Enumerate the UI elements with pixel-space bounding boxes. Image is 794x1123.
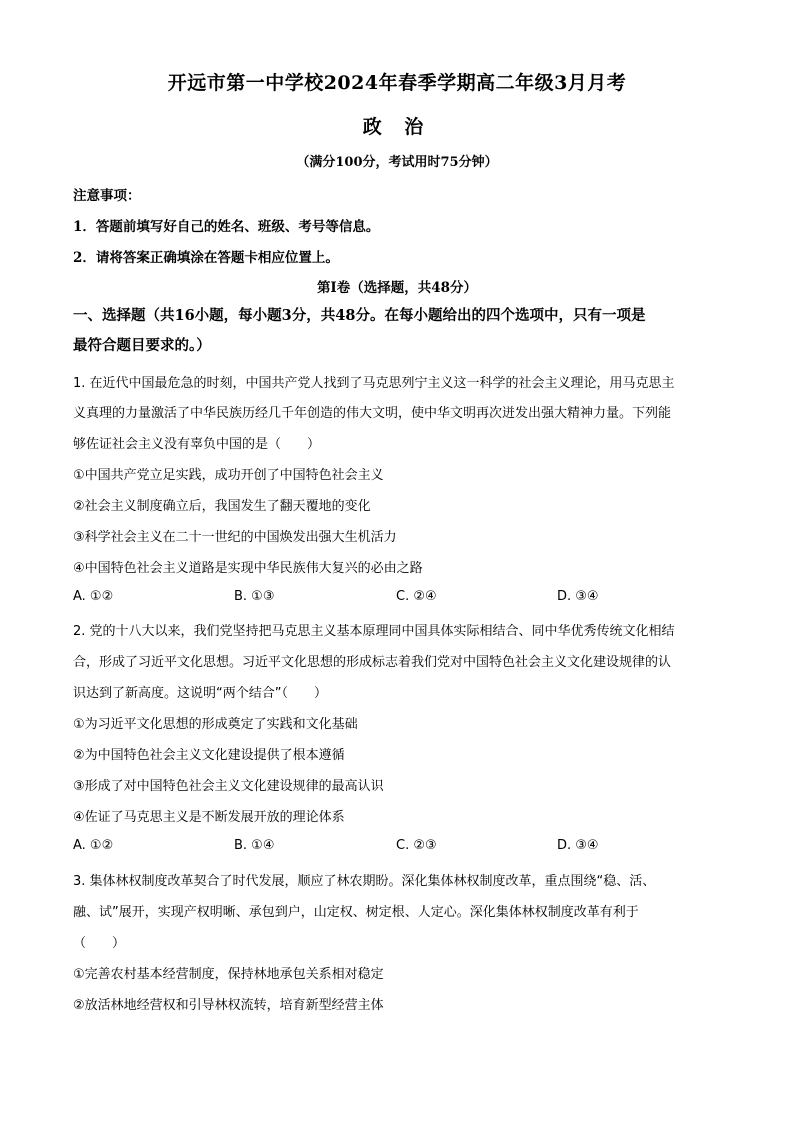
answer-option-a: A. ①② xyxy=(73,838,114,853)
part-title: 第I卷（选择题，共48分） xyxy=(316,280,478,296)
exam-note: （满分100分，考试用时75分钟） xyxy=(296,155,498,170)
answer-option-d: D. ③④ xyxy=(557,838,599,853)
statement: ③科学社会主义在二十一世纪的中国焕发出强大生机活力 xyxy=(73,530,397,545)
notice-item: 2．请将答案正确填涂在答题卡相应位置上。 xyxy=(73,250,339,266)
statement: ④中国特色社会主义道路是实现中华民族伟大复兴的必由之路 xyxy=(73,561,423,576)
statement: ②放活林地经营权和引导林权流转，培育新型经营主体 xyxy=(73,998,384,1013)
statement: ①完善农村基本经营制度，保持林地承包关系相对稳定 xyxy=(73,967,384,982)
exam-title: 开远市第一中学校2024年春季学期高二年级3月月考 xyxy=(167,72,627,94)
answer-option-c: C. ②③ xyxy=(396,838,437,853)
notice-heading: 注意事项： xyxy=(73,188,141,204)
section-title-line: 一、选择题（共16小题，每小题3分，共48分。在每小题给出的四个选项中，只有一项是 xyxy=(73,307,646,324)
statement: ③形成了对中国特色社会主义文化建设规律的最高认识 xyxy=(73,779,384,794)
answer-option-d: D. ③④ xyxy=(557,589,599,604)
statement: ④佐证了马克思主义是不断发展开放的理论体系 xyxy=(73,810,345,825)
question-text: （ ） xyxy=(73,936,126,951)
section-title xyxy=(73,301,723,361)
question-text: 2. 党的十八大以来，我们党坚持把马克思主义基本原理同中国具体实际相结合、同中华优秀传统文化相结 xyxy=(73,624,675,639)
notice-item: 1．答题前填写好自己的姓名、班级、考号等信息。 xyxy=(73,219,380,235)
subject-title: 政 治 xyxy=(362,116,432,138)
question-text: 融、试”展开，实现产权明晰、承包到户，山定权、树定根、人定心。深化集体林权制度改革有利于 xyxy=(73,905,639,920)
answer-option-a: A. ①② xyxy=(73,589,114,604)
statement: ①为习近平文化思想的形成奠定了实践和文化基础 xyxy=(73,717,358,732)
question-text: 义真理的力量激活了中华民族历经几千年创造的伟大文明，使中华文明再次迸发出强大精神力量。下列能 xyxy=(73,406,672,421)
question-text: 识达到了新高度。这说明“两个结合”（ ） xyxy=(73,686,327,701)
statement: ②社会主义制度确立后，我国发生了翻天覆地的变化 xyxy=(73,499,371,514)
statement: ②为中国特色社会主义文化建设提供了根本遵循 xyxy=(73,748,345,763)
answer-option-b: B. ①③ xyxy=(234,589,275,604)
statement: ①中国共产党立足实践，成功开创了中国特色社会主义 xyxy=(73,468,384,483)
answer-option-b: B. ①④ xyxy=(234,838,275,853)
question-text: 够佐证社会主义没有辜负中国的是（ ） xyxy=(73,437,321,452)
section-title-line: 最符合题目要求的。） xyxy=(73,337,211,354)
question-text: 1. 在近代中国最危急的时刻，中国共产党人找到了马克思列宁主义这一科学的社会主义理论，用马克思主 xyxy=(73,376,675,391)
question-text: 合，形成了习近平文化思想。习近平文化思想的形成标志着我们党对中国特色社会主义文化建设规律的认 xyxy=(73,655,672,670)
answer-option-c: C. ②④ xyxy=(396,589,437,604)
question-text: 3. 集体林权制度改革契合了时代发展，顺应了林农期盼。深化集体林权制度改革，重点围绕“稳、活、 xyxy=(73,874,656,889)
